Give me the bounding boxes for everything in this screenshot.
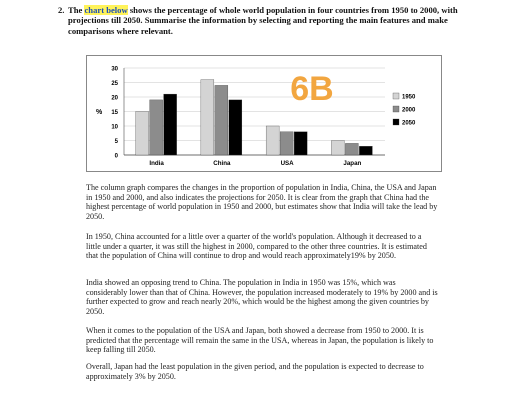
y-tick-label: 5: [114, 139, 118, 145]
bar-india-2000: [150, 100, 163, 155]
task-number: 2.: [58, 5, 65, 15]
bar-china-2000: [215, 85, 228, 155]
legend-swatch-1950: [393, 93, 399, 99]
x-tick-label: China: [213, 160, 231, 167]
legend-label-2000: 2000: [402, 107, 416, 114]
bar-japan-1950: [331, 141, 344, 156]
x-tick-label: India: [149, 160, 164, 167]
x-tick-label: Japan: [343, 160, 362, 167]
legend-label-1950: 1950: [402, 94, 416, 101]
task-highlight-link[interactable]: chart below: [84, 5, 128, 15]
bar-china-1950: [201, 80, 214, 155]
y-tick-label: 20: [111, 95, 118, 102]
paragraph-intro: The column graph compares the changes in the proportion of population in India, China, the USA and Japan in 1950 and 2000, and also indicates the projections for 2050. It is clear from the graph that China had the highest percentage of world population in 1950 and 2000, but estimates show that India will take the lead by 2050.: [86, 183, 438, 222]
bar-china-2050: [229, 100, 242, 155]
paragraph-usa-japan: When it comes to the population of the USA and Japan, both showed a decrease from 1950 to 2000. It is predicted that the percentage will remain the same in the USA, whereas in Japan, the population is likely to keep falling till 2050.: [86, 326, 434, 355]
bar-usa-2050: [294, 132, 307, 155]
legend-swatch-2050: [393, 119, 399, 125]
y-axis-label: %: [96, 109, 103, 116]
bar-chart: [86, 55, 442, 172]
y-tick-label: 0: [114, 153, 118, 160]
task-text-start: The: [68, 5, 85, 15]
chart-canvas: [87, 56, 441, 171]
y-tick-label: 15: [111, 110, 118, 116]
bar-usa-2000: [280, 132, 293, 155]
y-tick-label: 30: [111, 66, 118, 73]
bar-japan-2000: [345, 143, 358, 155]
task-prompt: [58, 5, 460, 36]
x-tick-label: USA: [280, 160, 294, 167]
y-tick-label: 10: [111, 124, 118, 131]
paragraph-overall: Overall, Japan had the least population in the given period, and the population is expected to decrease to approximately 3% by 2050.: [86, 362, 424, 381]
bar-india-1950: [136, 112, 149, 156]
legend-label-2050: 2050: [402, 120, 416, 127]
paragraph-india: India showed an opposing trend to China. The population in India in 1950 was 15%, which was considerably lower than that of China. However, the population increased moderately to 19% by 2000 and is further expected to grow and reach nearly 20%, which would be the highest among the given countries by 2050.: [86, 278, 438, 317]
bar-japan-2050: [359, 146, 372, 155]
y-tick-label: 25: [111, 81, 118, 87]
legend-swatch-2000: [393, 106, 399, 112]
bar-india-2050: [164, 94, 177, 155]
paragraph-china: In 1950, China accounted for a little over a quarter of the world's population. Although it decreased to a little under a quarter, it was still the highest in 2000, compared to the other three countries. It is estimated that the population of China will continue to drop and would reach approximately19% by 2050.: [86, 232, 427, 261]
watermark-text: 6B: [290, 70, 334, 108]
bar-usa-1950: [266, 126, 279, 155]
task-text-rest: shows the percentage of whole world population in four countries from 1950 to 2000, with projections till 2050. Summarise the information by selecting and reporting the main features and make comparisons where relevant.: [68, 5, 458, 36]
